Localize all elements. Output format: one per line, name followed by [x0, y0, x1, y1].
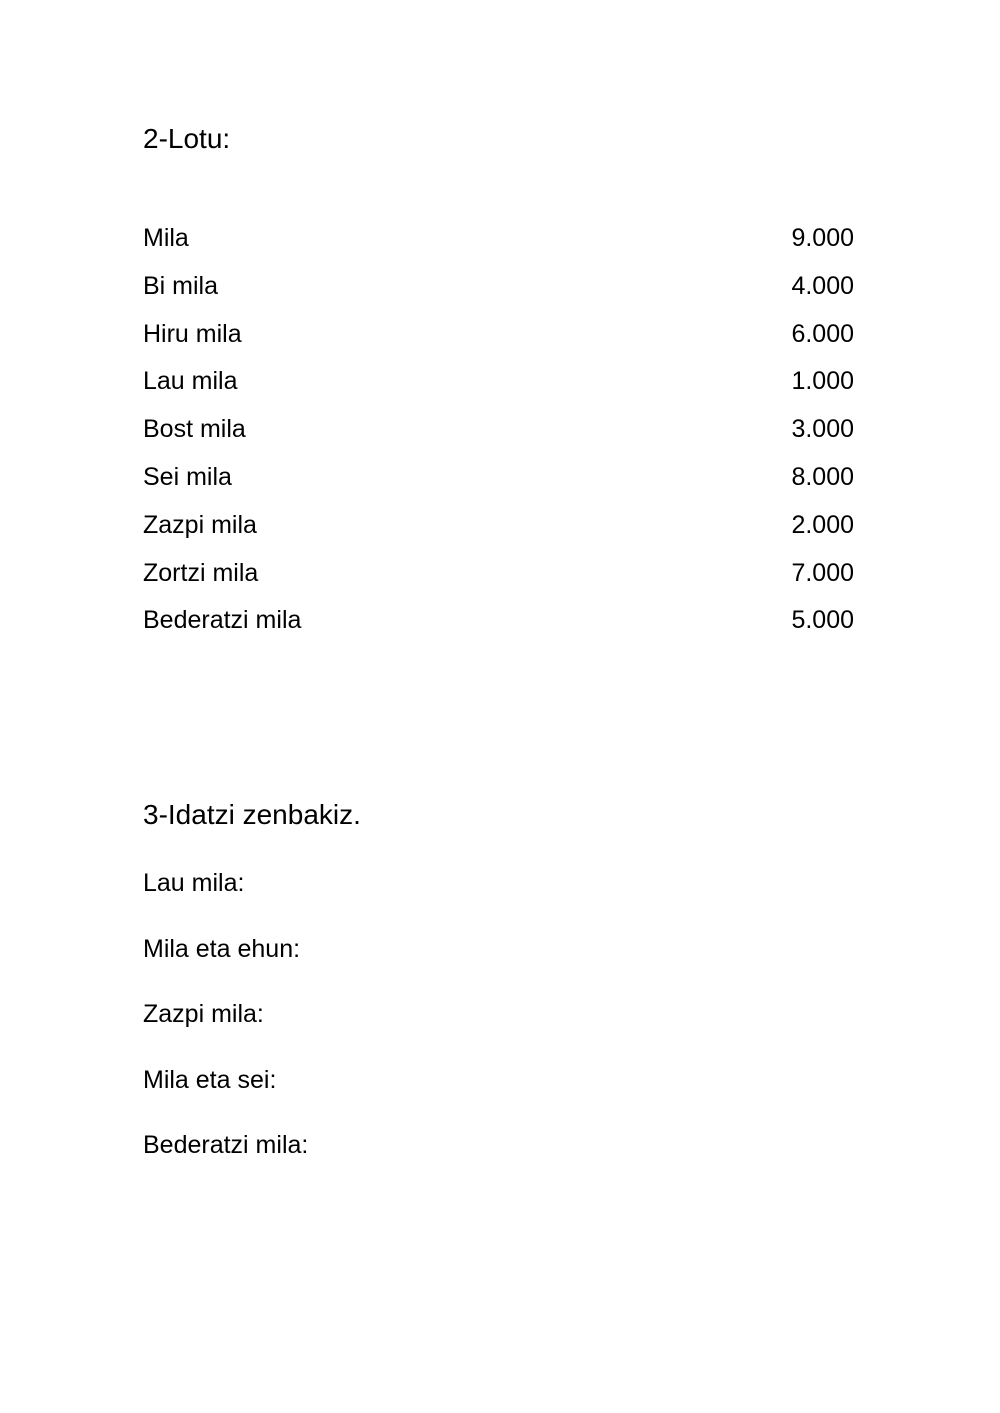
write-item: Zazpi mila:: [143, 1000, 264, 1028]
write-item: Lau mila:: [143, 869, 245, 897]
section-2-title: 2-Lotu:: [143, 123, 231, 154]
match-number: 8.000: [791, 462, 854, 491]
match-word: Bost mila: [143, 415, 246, 444]
match-word: Lau mila: [143, 367, 238, 396]
match-word: Bederatzi mila: [143, 606, 302, 635]
match-word: Mila: [143, 224, 189, 252]
match-row: [143, 415, 854, 463]
match-word: Zazpi mila: [143, 510, 257, 539]
match-word: Hiru mila: [143, 319, 242, 348]
match-number: 5.000: [791, 606, 854, 635]
match-word: Bi mila: [143, 271, 219, 300]
match-row: [143, 463, 854, 511]
match-word: Zortzi mila: [143, 558, 259, 587]
match-row: [143, 320, 854, 368]
match-number: 2.000: [791, 510, 854, 539]
match-row: [143, 559, 854, 607]
write-item: Bederatzi mila:: [143, 1131, 309, 1159]
match-row: [143, 272, 854, 320]
match-row: [143, 511, 854, 559]
match-row: [143, 224, 854, 272]
matching-list: [143, 224, 854, 654]
match-number: 1.000: [791, 367, 854, 396]
match-number: 7.000: [791, 558, 854, 587]
write-item: Mila eta sei:: [143, 1065, 277, 1094]
section-3-title: 3-Idatzi zenbakiz.: [143, 799, 361, 830]
match-row: [143, 367, 854, 415]
match-number: 4.000: [791, 271, 854, 300]
match-number: 3.000: [791, 415, 854, 444]
write-numbers-list: [143, 869, 308, 1197]
match-number: 6.000: [791, 319, 854, 348]
match-number: 9.000: [791, 224, 854, 252]
write-item: Mila eta ehun:: [143, 934, 301, 963]
match-word: Sei mila: [143, 462, 232, 491]
match-row: [143, 606, 854, 654]
